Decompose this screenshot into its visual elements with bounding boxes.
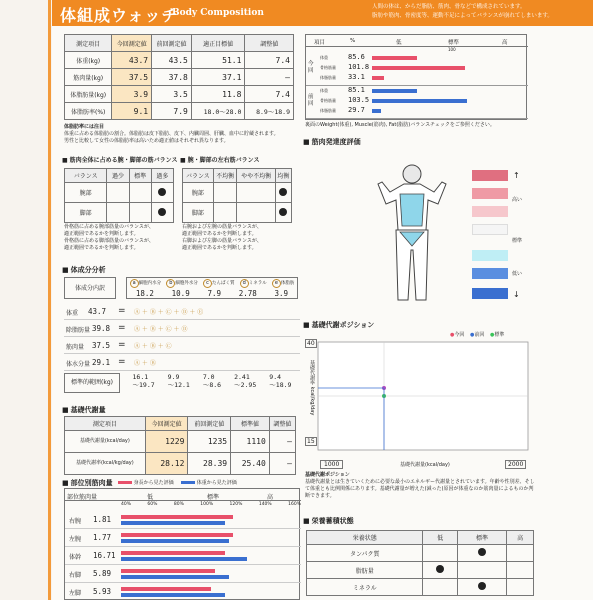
measurement-table (64, 34, 294, 120)
bmr-table: 測定項目 今回測定値 前回測定値 標準値 調整値 基礎代謝量(kcal/day) 1229 1235 1110 — 基礎代謝率(kcal/kg/day) 28.12 28.39 25.40 — (64, 416, 296, 475)
table-row: 腕部 (65, 183, 174, 203)
section-title: ■ 部位別筋肉量 (62, 478, 113, 488)
group-label: 前回 (308, 94, 314, 107)
segment-bar-weight (121, 593, 225, 597)
col-header: 測定項目 (65, 35, 112, 52)
level-dot (158, 188, 166, 196)
balance-bar (372, 99, 467, 103)
balance-item-value: 85.6 (348, 53, 365, 61)
bmr-position-legend: ●今回 ●前回 ●標準 (450, 332, 505, 338)
col-header: 今回測定値 (112, 35, 152, 52)
balance-bar (372, 66, 465, 70)
legend-red-swatch (118, 481, 132, 484)
segment-value: 1.77 (93, 533, 112, 542)
standard-range-row: 標準的範囲(kg) 16.1 〜19.7 9.9 〜12.1 7.0 〜8.6 2.41 〜2.95 9.4 〜18.9 (64, 373, 300, 395)
balance-item-label: 体重 (320, 88, 328, 93)
y-axis-label: 基礎代謝率 kcal/kg/day (309, 360, 315, 416)
table-row (65, 565, 301, 583)
segment-label: 左脚 (69, 590, 82, 597)
segment-legend: 身長から見た評価 体重から見た評価 (118, 479, 237, 486)
bmr-position-note: 基礎代謝ポジション 基礎代謝量とは生きていくために必要な最小のエネルギー代謝量とされています。年齢や性別差、そして体重とも比例関係にあります。基礎代謝量が増えた(減った)原因が体重なのか筋肉量によるものか判断できます。 (305, 472, 535, 499)
level-swatch (472, 224, 508, 235)
section-title: ■ 基礎代謝量 (62, 405, 106, 415)
muscle-balance-table: バランス 過少 標準 過多 腕部 脚部 (64, 168, 174, 223)
segment-value: 5.89 (93, 569, 112, 578)
balance-bar (372, 109, 381, 113)
section-title: ■ 栄養蓄積状態 (303, 516, 354, 526)
col-header: 前回測定値 (152, 35, 192, 52)
balance-item-label: 骨格筋量 (320, 98, 336, 103)
section-title: ■ 基礎代謝ポジション (303, 320, 374, 330)
y-axis-top: 40 (307, 340, 315, 347)
lr-balance-table: バランス 不均衡 やや不均衡 均衡 腕部 脚部 (182, 168, 292, 223)
level-dot (478, 582, 486, 590)
segment-label: 体幹 (69, 554, 82, 561)
table-row: 基礎代謝率(kcal/kg/day) 28.12 28.39 25.40 — (65, 453, 296, 475)
bmr-position-chart (304, 338, 530, 474)
body-fat-note: 体脂肪率には注目 体重に占める体脂肪の割合。体脂肪は皮下脂肪、皮下、内臓周囲、肝臓、血中に貯蔵されます。 男性と比較して女性の体脂肪率は高いため適正値はそれぞれ異なります。 (64, 124, 279, 144)
list-item: 体水分量 29.1 = Ⓐ ＋ Ⓑ (64, 354, 300, 371)
segment-bar-height (121, 515, 233, 519)
segment-rows (65, 511, 301, 600)
list-item: 除脂肪量 39.8 = Ⓐ ＋ Ⓑ ＋ Ⓒ ＋ Ⓓ (64, 320, 300, 337)
balance-group (306, 86, 528, 119)
balance-group (306, 53, 528, 86)
composition-analysis: 体成分内訳 a 細胞内水分 b 細胞外水分 c たんぱく質 d ミネラル e 体脂肪 18.2 10.9 7.9 2.78 3.9 体重 43.7 = Ⓐ ＋ Ⓑ ＋ Ⓒ ＋ Ⓓ ＋ Ⓔ 除脂肪量 39.8 = Ⓐ ＋ Ⓑ ＋ Ⓒ ＋ Ⓓ 筋肉量 37.5 = Ⓐ ＋ Ⓑ ＋ Ⓒ 体水分量 29.1 = Ⓐ ＋ Ⓑ 標準的範囲(kg) 16.1 〜19.7 9.9 〜12.1 7.0 〜8.6 2.41 〜2.95 9.4 〜18.9 (64, 277, 300, 392)
segment-bar-weight (121, 575, 229, 579)
muscle-balance-notes: 骨格筋に占める腕部筋量のバランスが、 適正範囲であるかを判断します。 骨格筋に占める脚部筋量のバランスが、 適正範囲であるかを判断します。 (64, 224, 154, 251)
report-page: 体組成ウォッチ Body Composition 人間の体は、からだ脂肪、筋肉、骨などで構成されています。 脂肪や筋肉、骨密度等、運動不足によってバランスが崩れてしまいます。 測定項目 今回測定値 前回測定値 適正目標値 調整値 体重(kg) 43.7 43.5 51.1 7.4 筋肉量(kg) 37.5 37.8 37.1 — 体脂肪量(kg) 3.9 3.5 11.8 7.4 体脂肪率(%) 9.1 7.9 18.0〜28.0 8.9〜18.9 体脂肪率には注目 体重に占める体脂肪の割合。体脂肪は皮下脂肪、皮下、内臓周囲、肝臓、血中に貯蔵されます。 男性と比較して女性の体脂肪率は高いため適正値はそれぞれ異なります。 ■ 筋肉全体に占める腕・脚部の筋バランス バランス 過少 標準 過多 腕部 脚部 骨格筋に占める腕部筋量のバランスが、 適正範囲であるかを判断します。 骨格筋に占める脚部筋量のバランスが、 適正範囲であるかを判断します。 ■ 腕・脚部の左右筋バランス バランス 不均衡 やや不均衡 均衡 腕部 脚部 右腕および左腕の筋量バランスが、 適正範囲であるかを判断します。 右脚および左脚の筋量バランスが、 適正範囲であるかを判断します。 ■ 体成分分析 体成分内訳 a 細胞内水分 b 細胞外水分 c たんぱく質 d ミネラル e 体脂肪 18.2 10.9 7.9 2.78 3.9 体重 43.7 = Ⓐ ＋ Ⓑ ＋ Ⓒ ＋ Ⓓ ＋ Ⓔ 除脂肪量 39.8 = Ⓐ ＋ Ⓑ ＋ Ⓒ ＋ Ⓓ 筋肉量 37.5 = Ⓐ ＋ Ⓑ ＋ Ⓒ 体水分量 29.1 = Ⓐ ＋ Ⓑ 標準的範囲(kg) 16.1 〜19.7 9.9 〜12.1 7.0 〜8.6 2.41 〜2.95 9.4 〜18.9 ■ 基礎代謝量 測定項目 今回測定値 前回測定値 標準値 調整値 基礎代謝量(kcal/day) 1229 1235 1110 — 基礎代謝率(kcal/kg/day) 28.12 28.39 25.40 — ■ 部位別筋肉量 身長から見た評価 体重から見た評価 部位筋肉量 低 標準 高 40% 60% 80% 100% 120% 140% 160% 右腕 1.81 左腕 1.77 体幹 16.71 右脚 5.89 左脚 5.93 項目 % 低 標準 高 100 今回 体重 85.6 骨格筋量 101.8 体脂肪量 33.1 前回 体重 85.1 骨格筋量 103.5 体脂肪量 29.7 裏面のWeight(体重), Muscle(筋肉), Fat(脂肪)バランスチェックをご参照ください。 ■ 筋肉発達度評価 ↑ 高い 標準 低い ↓ ■ 基礎代謝ポジション ●今回 ●前回 ●標準 40 15 基礎代謝率 kcal/kg/day 1000 2000 基礎代謝量(kcal/day) 基礎代謝ポジション 基礎代謝量とは生きていくために必要な最小のエネルギー代謝量とされています。年齢や性別差、そして体重とも比例関係にあります。基礎代謝量が増えた(減った)原因が体重なのか筋肉量によるものか判断できます。 ■ 栄養蓄積状態 栄養状態 低 標準 高 タンパク質 脂肪量 ミネラル (0, 0, 593, 600)
section-title: ■ 体成分分析 (62, 265, 106, 275)
level-swatch (472, 250, 508, 261)
col-header: 適正目標値 (191, 35, 245, 52)
segment-scale: 40% 60% 80% 100% 120% 140% 160% (121, 502, 301, 507)
report-title: 体組成ウォッチ (60, 6, 179, 25)
level-dot (279, 188, 287, 196)
orange-stripe (48, 0, 51, 600)
balance-item-label: 体重 (320, 55, 328, 60)
level-dot (436, 565, 444, 573)
table-row: 体重(kg) 43.7 43.5 51.1 7.4 (65, 52, 294, 69)
segment-bar-weight (121, 557, 247, 561)
table-row: 脚部 (65, 203, 174, 223)
level-dot (158, 208, 166, 216)
table-row: ミネラル (307, 579, 534, 596)
fat-icon: e (272, 279, 281, 288)
segment-bar-weight (121, 521, 225, 525)
balance-bar (372, 76, 384, 80)
table-row (65, 583, 301, 600)
section-title: ■ 腕・脚部の左右筋バランス (180, 155, 260, 164)
balance-item-label: 骨格筋量 (320, 65, 336, 70)
mineral-icon: d (240, 279, 249, 288)
balance-bar (372, 56, 417, 60)
col-header: 調整値 (245, 35, 294, 52)
segment-bar-height (121, 587, 211, 591)
segment-value: 5.93 (93, 587, 112, 596)
table-row: タンパク質 (307, 545, 534, 562)
body-figure (372, 160, 452, 310)
balance-bar (372, 89, 417, 93)
table-row: 体脂肪率(%) 9.1 7.9 18.0〜28.0 8.9〜18.9 (65, 103, 294, 120)
level-swatch (472, 268, 508, 279)
protein-icon: c (203, 279, 212, 288)
segment-bar-height (121, 569, 215, 573)
list-item: 体重 43.7 = Ⓐ ＋ Ⓑ ＋ Ⓒ ＋ Ⓓ ＋ Ⓔ (64, 303, 300, 320)
segment-bar-height (121, 533, 233, 537)
head-icon (403, 165, 421, 183)
section-title: ■ 筋肉全体に占める腕・脚部の筋バランス (62, 155, 178, 164)
balance-chart: 項目 % 低 標準 高 100 今回 体重 85.6 骨格筋量 101.8 体脂肪量 33.1 前回 体重 85.1 骨格筋量 103.5 体脂肪量 29.7 (305, 34, 527, 120)
intracellular-icon: a (130, 279, 139, 288)
segment-value: 16.71 (93, 551, 116, 560)
level-swatch (472, 170, 508, 181)
segment-bar-height (121, 551, 225, 555)
arrow-up-icon: ↑ (513, 171, 520, 180)
segment-value: 1.81 (93, 515, 112, 524)
composition-columns: a 細胞内水分 b 細胞外水分 c たんぱく質 d ミネラル e 体脂肪 18.2 10.9 7.9 2.78 3.9 (126, 277, 298, 299)
balance-item-value: 85.1 (348, 86, 365, 94)
balance-item-value: 103.5 (348, 96, 370, 104)
report-subtitle: Body Composition (172, 8, 264, 18)
level-swatch (472, 188, 508, 199)
segment-label: 右脚 (69, 572, 82, 579)
y-axis-bottom: 15 (307, 438, 315, 445)
segment-chart: 部位筋肉量 低 標準 高 40% 60% 80% 100% 120% 140% 160% 右腕 1.81 左腕 1.77 体幹 16.71 右脚 5.89 左脚 5.93 (64, 488, 300, 600)
table-row (65, 547, 301, 565)
left-margin (0, 0, 52, 600)
segment-label: 右腕 (69, 518, 82, 525)
level-dot (478, 548, 486, 556)
balance-note: 裏面のWeight(体重), Muscle(筋肉), Fat(脂肪)バランスチェックをご参照ください。 (305, 122, 495, 128)
table-row (65, 511, 301, 529)
level-swatch (472, 206, 508, 217)
table-row: 脂肪量 (307, 562, 534, 579)
header-note: 人間の体は、からだ脂肪、筋肉、骨などで構成されています。 脂肪や筋肉、骨密度等、運動不足によってバランスが崩れてしまいます。 (372, 4, 553, 19)
extracellular-icon: b (166, 279, 175, 288)
balance-item-label: 体脂肪量 (320, 75, 336, 80)
x-axis-right: 2000 (505, 460, 526, 469)
balance-item-value: 33.1 (348, 73, 365, 81)
section-title: ■ 筋肉発達度評価 (303, 137, 361, 147)
legend-blue-swatch (181, 481, 195, 484)
segment-label: 左腕 (69, 536, 82, 543)
lr-balance-notes: 右腕および左腕の筋量バランスが、 適正範囲であるかを判断します。 右脚および左脚の筋量バランスが、 適正範囲であるかを判断します。 (182, 224, 262, 251)
composition-rows (64, 303, 300, 371)
balance-item-label: 体脂肪量 (320, 108, 336, 113)
level-dot (279, 208, 287, 216)
x-axis-label: 基礎代謝量(kcal/day) (400, 462, 450, 468)
list-item: 筋肉量 37.5 = Ⓐ ＋ Ⓑ ＋ Ⓒ (64, 337, 300, 354)
table-row: 脚部 (183, 203, 292, 223)
balance-item-value: 29.7 (348, 106, 365, 114)
balance-rows (306, 53, 528, 119)
group-label: 今回 (308, 61, 314, 74)
table-row: 基礎代謝量(kcal/day) 1229 1235 1110 — (65, 431, 296, 453)
arrow-down-icon: ↓ (513, 290, 520, 299)
table-row: 筋肉量(kg) 37.5 37.8 37.1 — (65, 69, 294, 86)
level-swatch (472, 288, 508, 299)
balance-item-value: 101.8 (348, 63, 370, 71)
table-row: 体脂肪量(kg) 3.9 3.5 11.8 7.4 (65, 86, 294, 103)
x-axis-left: 1000 (320, 460, 343, 469)
nutrition-table: 栄養状態 低 標準 高 タンパク質 脂肪量 ミネラル (306, 530, 534, 596)
report-header (52, 0, 593, 26)
segment-bar-weight (121, 539, 229, 543)
table-row (65, 529, 301, 547)
table-row: 腕部 (183, 183, 292, 203)
